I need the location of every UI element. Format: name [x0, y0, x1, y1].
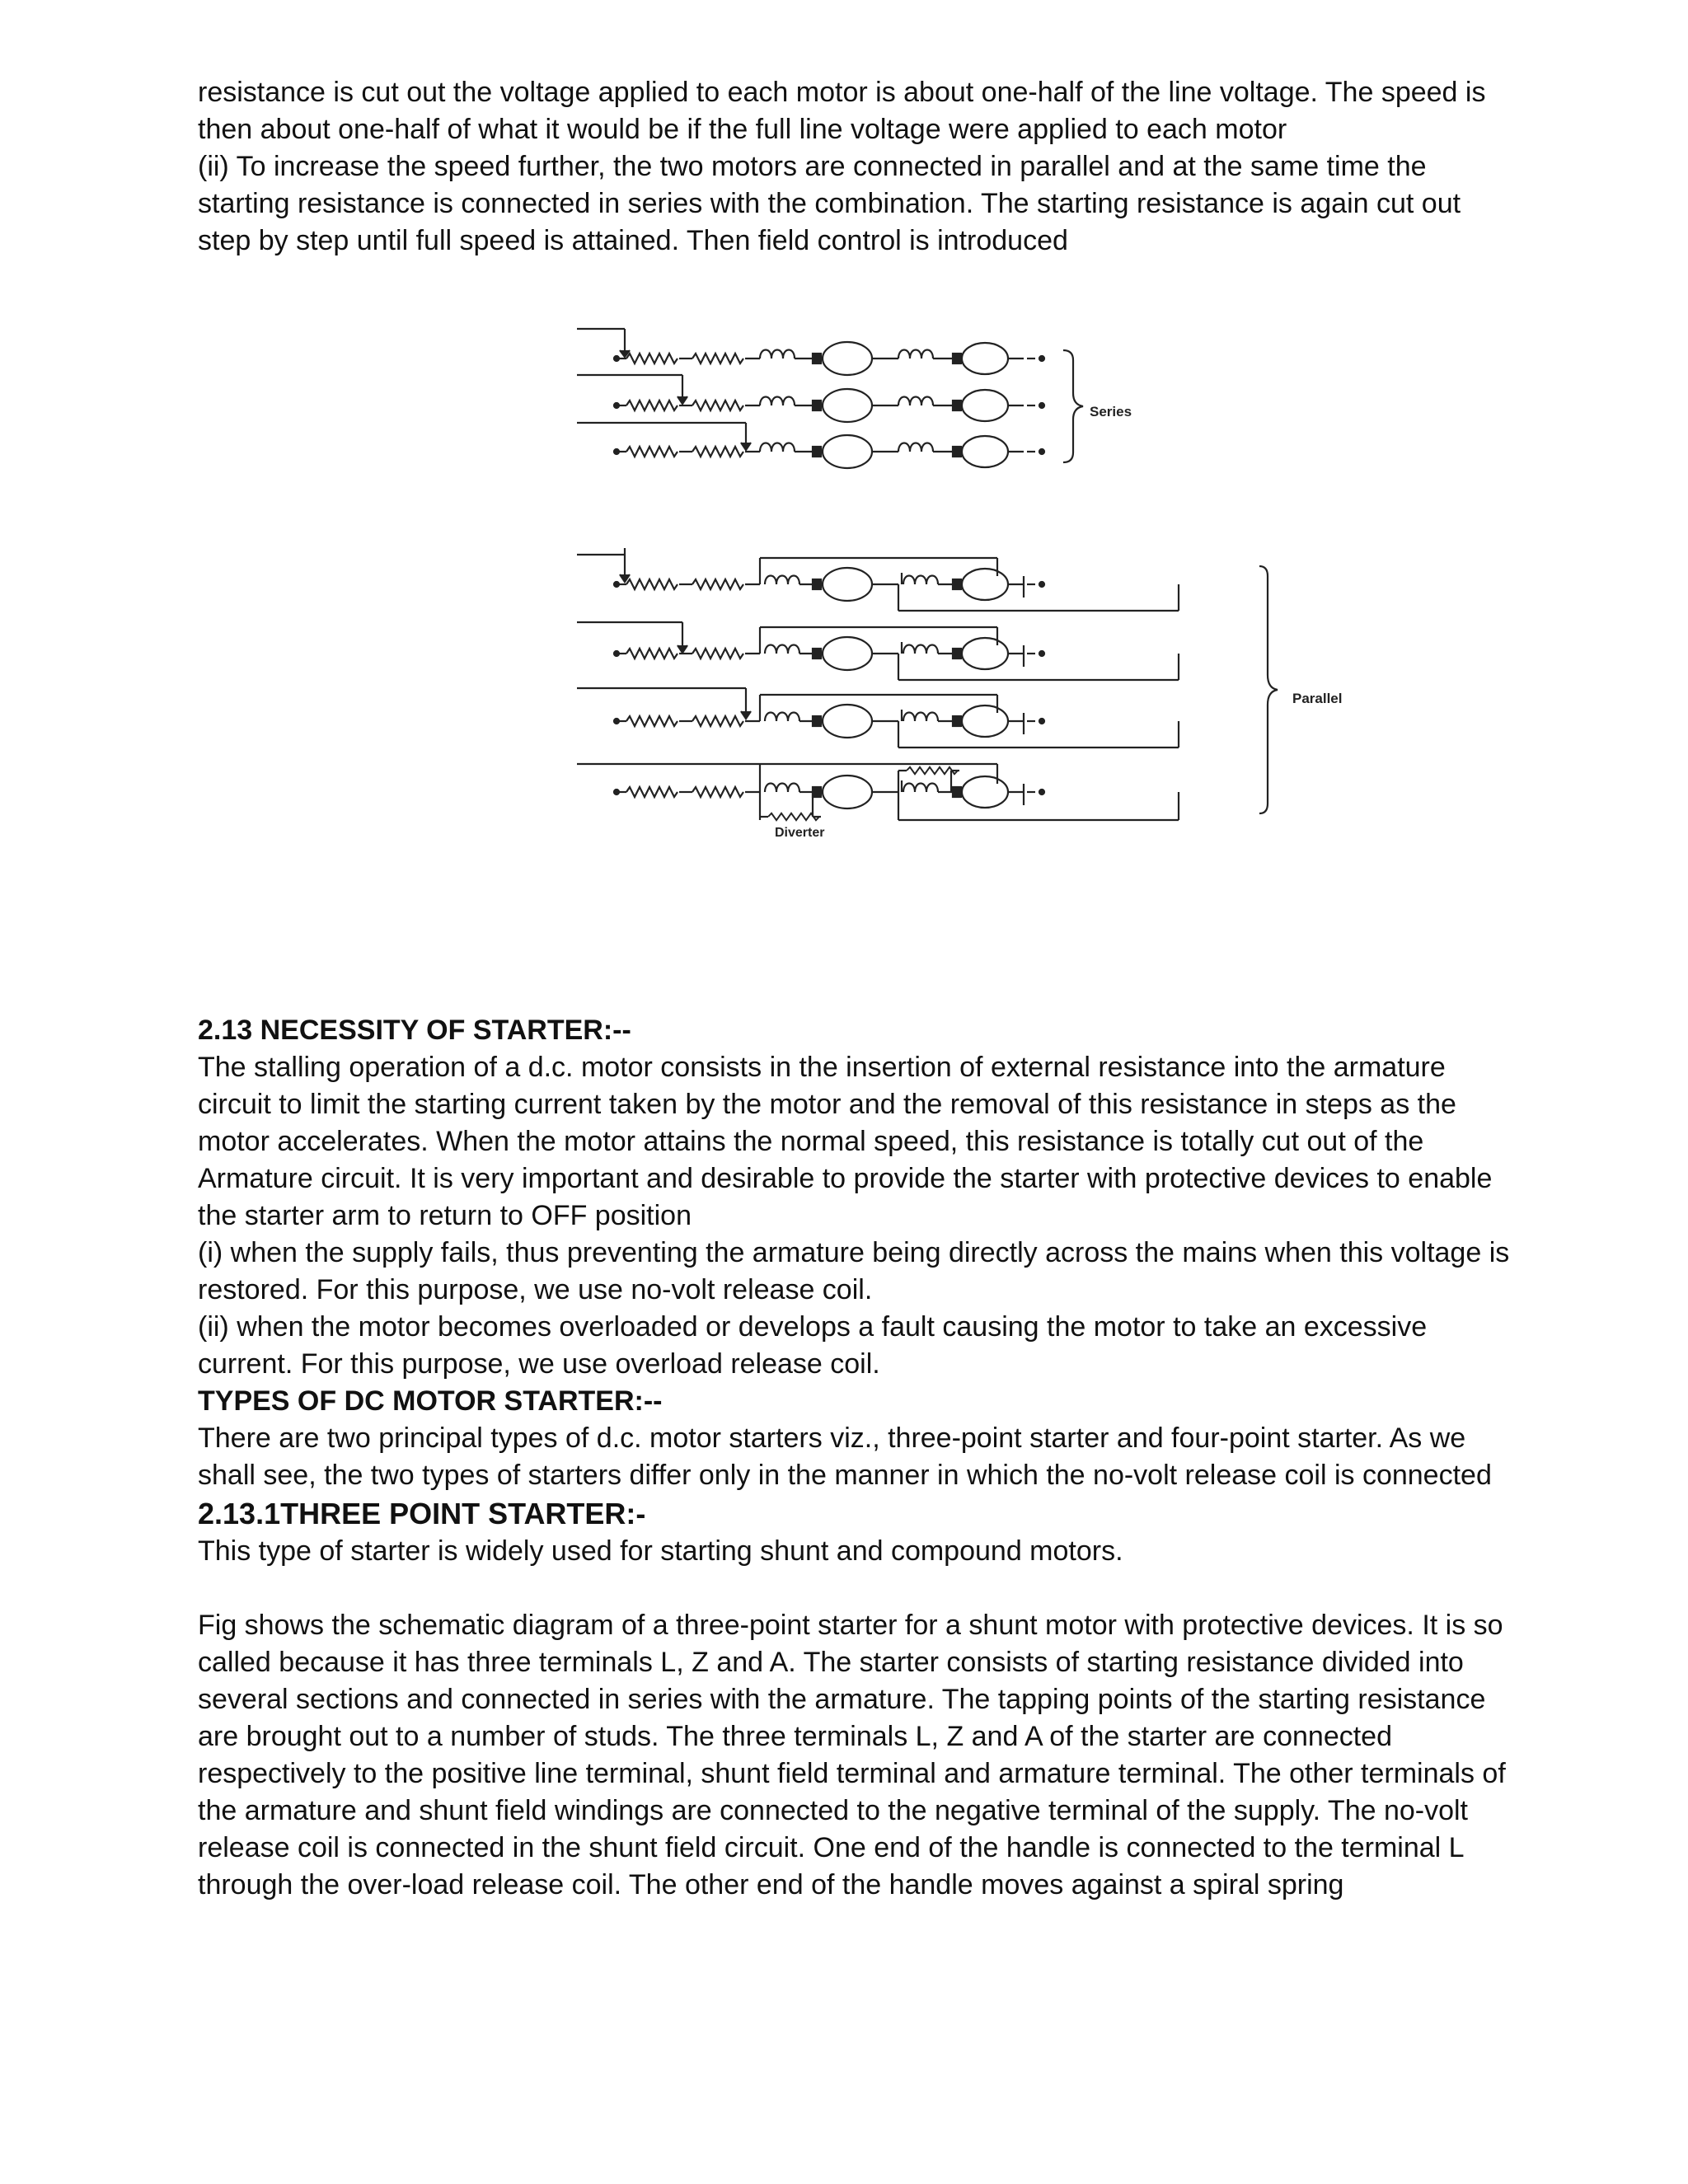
series-row-3	[577, 423, 1044, 468]
intro-paragraph-2: (ii) To increase the speed further, the two motors are connected in parallel and at the same time the starting resistance is connected in series with the combination. The starting resistance is again cut out step by step until full speed is attained. Then field control is introduced	[198, 151, 1461, 256]
parallel-brace	[1259, 566, 1278, 813]
series-label: Series	[1090, 404, 1132, 419]
necessity-heading: 2.13 NECESSITY OF STARTER:--	[198, 1015, 631, 1046]
three-point-paragraph-1: This type of starter is widely used for starting shunt and compound motors.	[198, 1535, 1123, 1567]
intro-section	[198, 74, 1517, 260]
parallel-label: Parallel	[1292, 691, 1343, 706]
paragraph-spacer	[198, 1570, 1517, 1607]
starter-section	[198, 1012, 1517, 1904]
series-brace	[1063, 350, 1083, 462]
parallel-row-3	[577, 688, 1179, 748]
parallel-row-4	[577, 764, 1179, 820]
parallel-row-2	[577, 622, 1179, 680]
series-row-1	[577, 329, 1044, 375]
necessity-paragraph-1: The stalling operation of a d.c. motor consists in the insertion of external resistance into the armature circuit to limit the starting current taken by the motor and the removal of this resistance in steps as the motor accelerates. When the motor attains the normal speed, this resistance is totally cut out of the Armature circuit. It is very important and desirable to provide the starter with protective devices to enable the starter arm to return to OFF position	[198, 1052, 1493, 1231]
series-parallel-control-diagram	[569, 326, 1360, 837]
three-point-heading: 2.13.1THREE POINT STARTER:-	[198, 1497, 646, 1530]
parallel-row-1	[577, 548, 1179, 611]
types-heading: TYPES OF DC MOTOR STARTER:--	[198, 1385, 663, 1417]
necessity-paragraph-2: (i) when the supply fails, thus preventing the armature being directly across the mains when this voltage is restored. For this purpose, we use no-volt release coil.	[198, 1237, 1510, 1305]
types-paragraph: There are two principal types of d.c. motor starters viz., three-point starter and four-point starter. As we shall see, the two types of starters differ only in the manner in which the no-volt release coil is connected	[198, 1422, 1492, 1491]
intro-paragraph-1: resistance is cut out the voltage applied to each motor is about one-half of the line voltage. The speed is then about one-half of what it would be if the full line voltage were applied to each motor	[198, 77, 1486, 145]
necessity-paragraph-3: (ii) when the motor becomes overloaded or develops a fault causing the motor to take an excessive current. For this purpose, we use overload release coil.	[198, 1311, 1428, 1380]
three-point-paragraph-2: Fig shows the schematic diagram of a three-point starter for a shunt motor with protective devices. It is so called because it has three terminals L, Z and A. The starter consists of starting resistance divided into several sections and connected in series with the armature. The tapping points of the starting resistance are brought out to a number of studs. The three terminals L, Z and A of the starter are connected respectively to the positive line terminal, shunt field terminal and armature terminal. The other terminals of the armature and shunt field windings are connected to the negative terminal of the supply. The no-volt release coil is connected in the shunt field circuit. One end of the handle is connected to the terminal L through the over-load release coil. The other end of the handle moves against a spiral spring	[198, 1610, 1506, 1900]
series-row-2	[577, 375, 1044, 422]
diverter-label: Diverter	[775, 826, 825, 837]
